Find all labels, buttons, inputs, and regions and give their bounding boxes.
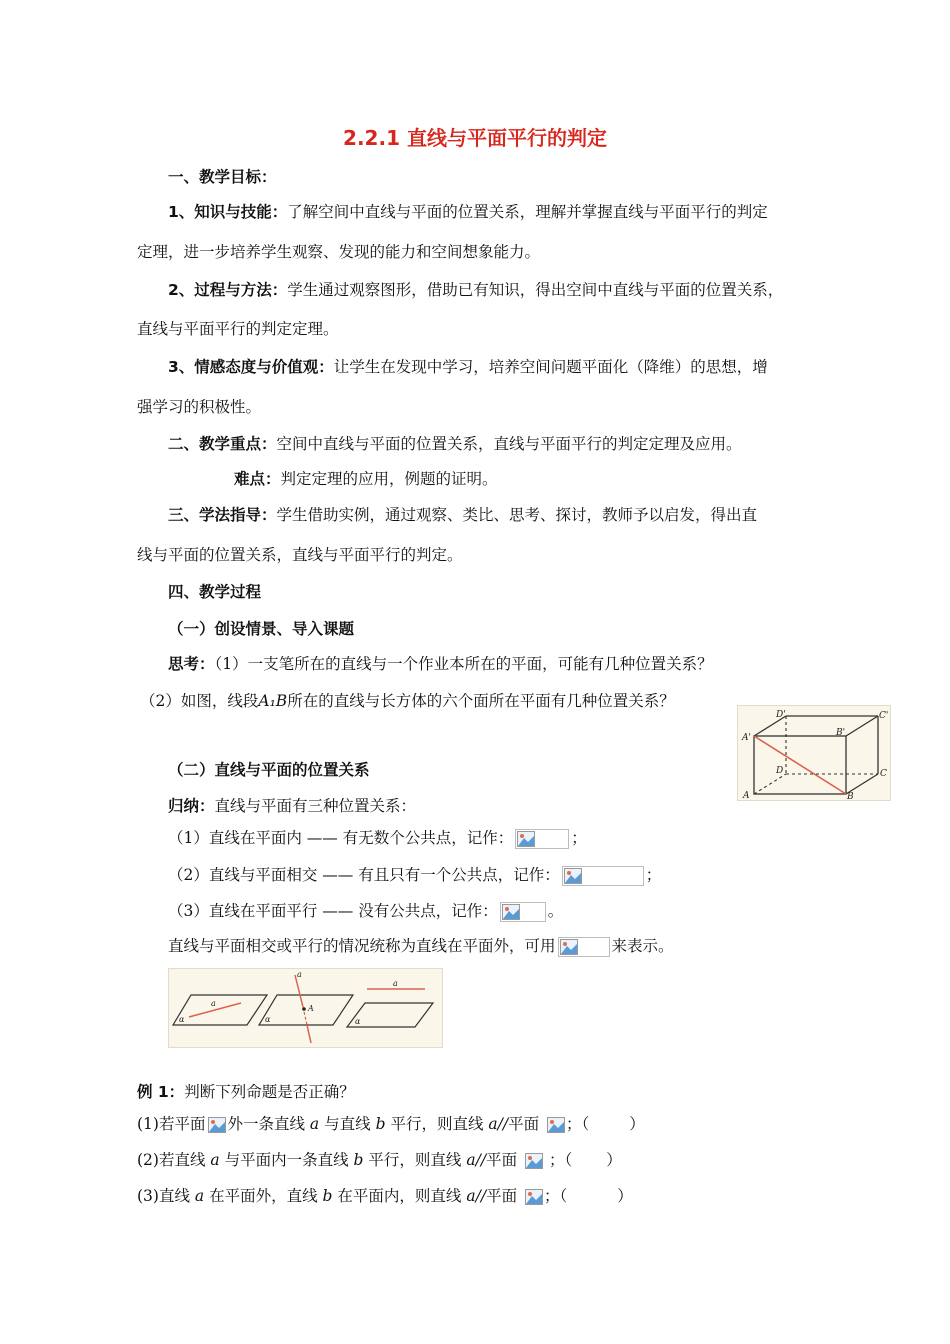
label-b: B (847, 792, 854, 800)
plane-3-alpha: α (355, 1017, 361, 1026)
label-d: D (776, 766, 784, 776)
p3-part-c: 在平面内，则直线 (337, 1187, 462, 1205)
proposition-3 (137, 1184, 633, 1206)
cuboid-figure (737, 705, 891, 801)
plane-symbol-image (524, 1152, 542, 1170)
p1-part-c: 与直线 (324, 1115, 371, 1133)
goal-2-label: 2、过程与方法： (168, 281, 288, 299)
goal-1-line-b: 定理，进一步培养学生观察、发现的能力和空间想象能力。 (137, 243, 541, 261)
q2-suffix: 所在的直线与长方体的六个面所在平面有几种位置关系？ (287, 692, 675, 710)
relation-1-end: ； (571, 829, 587, 847)
goal-2-line-a (168, 278, 783, 300)
outside-text-a: 直线与平面相交或平行的情况统称为直线在平面外，可用 (168, 937, 556, 955)
plane-symbol-image (207, 1116, 225, 1134)
p3-part-b: 在平面外，直线 (209, 1187, 318, 1205)
method-text: 学生借助实例，通过观察、类比、思考、探讨，教师予以启发，得出直 (276, 506, 758, 524)
example-1-label: 例 1： (137, 1083, 185, 1101)
p1-part-g: ） (629, 1115, 645, 1133)
p1-part-a: (1)若平面 (137, 1115, 206, 1133)
p1-part-b: 外一条直线 (227, 1115, 305, 1133)
p3-part-a: (3)直线 (137, 1187, 190, 1205)
q2-prefix: （2）如图，线段 (140, 692, 259, 710)
difficulty-label: 难点： (234, 470, 281, 488)
p1-part-d: 平行，则直线 (390, 1115, 484, 1133)
formula-image-placeholder (515, 829, 569, 849)
goal-3-text: 让学生在发现中学习，培养空间问题平面化（降维）的思想，增 (333, 358, 768, 376)
example-1-line (137, 1080, 355, 1102)
var-a: a (309, 1115, 320, 1133)
var-a: a (210, 1151, 220, 1169)
summary-text: 直线与平面有三种位置关系： (214, 797, 417, 815)
outside-text-b: 来表示。 (611, 937, 674, 955)
broken-image-icon (525, 1153, 543, 1169)
key-points-text: 空间中直线与平面的位置关系，直线与平面平行的判定定理及应用。 (276, 435, 742, 453)
subsection-1-heading: （一）创设情景、导入课题 (168, 620, 355, 638)
p1-part-e: 平面 (508, 1115, 540, 1133)
p2-part-d: 平面 (486, 1151, 518, 1169)
p3-part-e: ；（ (544, 1187, 568, 1205)
goal-2-line-b: 直线与平面平行的判定定理。 (137, 320, 339, 338)
relation-1 (168, 826, 587, 849)
formula-image-placeholder (500, 902, 546, 922)
think-line (168, 652, 713, 674)
p2-part-e: ；（ (548, 1151, 573, 1169)
p1-part-f: ；（ (566, 1115, 590, 1133)
relation-3-text: （3）直线在平面平行 —— 没有公共点，记作： (168, 902, 498, 920)
think-question-2 (140, 689, 675, 711)
think-label: 思考： (168, 655, 215, 673)
var-b: b (375, 1115, 386, 1133)
broken-image-icon (547, 1117, 565, 1133)
broken-image-icon (208, 1117, 226, 1133)
relation-2 (168, 863, 661, 886)
plane-2-line-label: a (297, 970, 302, 979)
var-a-parallel: a// (466, 1151, 487, 1169)
p2-part-c: 平行，则直线 (368, 1151, 462, 1169)
broken-image-icon (560, 939, 578, 955)
process-heading: 四、教学过程 (168, 583, 262, 601)
var-a-parallel: a// (466, 1187, 487, 1205)
method-line-a (168, 503, 757, 525)
plane-2-alpha: α (265, 1015, 271, 1024)
plane-1-line-label: a (211, 999, 216, 1008)
outside-line (168, 934, 674, 957)
page-title: 2.2.1 直线与平面平行的判定 (343, 126, 607, 150)
method-line-b: 线与平面的位置关系，直线与平面平行的判定。 (137, 546, 463, 564)
think-question-1: （1）一支笔所在的直线与一个作业本所在的平面，可能有几种位置关系？ (214, 655, 713, 673)
example-1-question: 判断下列命题是否正确？ (184, 1083, 355, 1101)
var-a: a (194, 1187, 205, 1205)
var-b: b (322, 1187, 333, 1205)
key-points-line (168, 432, 742, 454)
cuboid-drawing (738, 706, 890, 800)
line-plane-positions-figure (168, 968, 443, 1048)
broken-image-icon (502, 904, 520, 920)
p3-part-f: ） (617, 1187, 633, 1205)
broken-image-icon (564, 868, 582, 884)
p2-part-a: (2)若直线 (137, 1151, 206, 1169)
formula-image-placeholder (562, 866, 644, 886)
relation-2-end: ； (645, 866, 662, 884)
label-c: C (880, 769, 887, 779)
label-d-prime: D' (776, 710, 786, 720)
label-a-prime: A' (742, 733, 751, 743)
formula-image-placeholder (558, 937, 610, 957)
plane-3-line-label: a (393, 979, 398, 988)
summary-line (168, 794, 416, 816)
relation-2-text: （2）直线与平面相交 —— 有且只有一个公共点，记作： (168, 866, 560, 884)
proposition-2 (137, 1148, 622, 1170)
subsection-2-heading: （二）直线与平面的位置关系 (168, 761, 370, 779)
relation-3 (168, 899, 563, 922)
proposition-1 (137, 1112, 645, 1134)
difficulty-text: 判定定理的应用，例题的证明。 (280, 470, 498, 488)
key-points-label: 二、教学重点： (168, 435, 277, 453)
plane-symbol-image (546, 1116, 564, 1134)
plane-symbol-image (524, 1188, 542, 1206)
method-label: 三、学法指导： (168, 506, 277, 524)
goal-3-line-b: 强学习的积极性。 (137, 398, 262, 416)
plane-2-point-label: A (308, 1004, 314, 1013)
goal-2-text: 学生通过观察图形，借助已有知识，得出空间中直线与平面的位置关系， (287, 281, 784, 299)
planes-drawing (169, 969, 442, 1047)
broken-image-icon (517, 831, 535, 847)
relation-1-text: （1）直线在平面内 —— 有无数个公共点，记作： (168, 829, 514, 847)
difficulty-line (234, 467, 498, 489)
p2-part-b: 与平面内一条直线 (224, 1151, 349, 1169)
p2-part-f: ） (606, 1151, 622, 1169)
section-objectives-heading: 一、教学目标： (168, 168, 277, 186)
label-c-prime: C' (879, 711, 889, 721)
goal-3-label: 3、情感态度与价值观： (168, 358, 334, 376)
broken-image-icon (525, 1189, 543, 1205)
relation-3-end: 。 (547, 902, 564, 920)
segment-label: A₁B (258, 692, 288, 710)
goal-1-label: 1、知识与技能： (168, 203, 288, 221)
goal-1-text: 了解空间中直线与平面的位置关系，理解并掌握直线与平面平行的判定 (287, 203, 768, 221)
var-b: b (353, 1151, 364, 1169)
label-a: A (743, 791, 750, 800)
p3-part-d: 平面 (486, 1187, 518, 1205)
goal-3-line-a (168, 355, 768, 377)
goal-1-line-a (168, 200, 768, 222)
label-b-prime: B' (836, 728, 846, 738)
plane-1-alpha: α (179, 1015, 185, 1024)
var-a-parallel: a// (488, 1115, 509, 1133)
summary-label: 归纳： (168, 797, 215, 815)
